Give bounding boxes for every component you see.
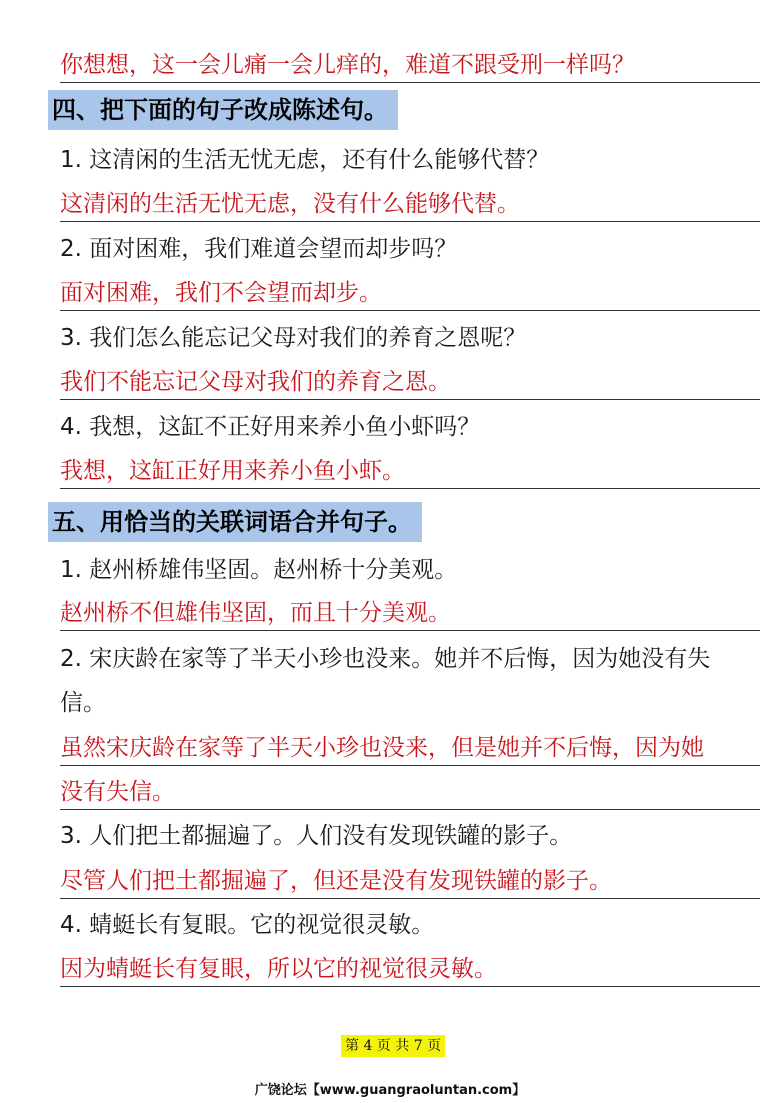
section-heading: 五、用恰当的关联词语合并句子。 xyxy=(48,502,422,542)
answer-line: 虽然宋庆龄在家等了半天小珍也没来，但是她并不后悔，因为她 xyxy=(60,733,760,766)
answer-line: 面对困难，我们不会望而却步。 xyxy=(60,278,760,311)
question-line: 4. 我想，这缸不正好用来养小鱼小虾吗？ xyxy=(60,414,481,440)
question-line: 4. 蜻蜓长有复眼。它的视觉很灵敏。 xyxy=(60,912,435,938)
question-line: 3. 人们把土都掘遍了。人们没有发现铁罐的影子。 xyxy=(60,823,573,849)
page-number: 第 4 页 共 7 页 xyxy=(341,1035,445,1057)
section-heading: 四、把下面的句子改成陈述句。 xyxy=(48,90,398,130)
answer-line: 我想，这缸正好用来养小鱼小虾。 xyxy=(60,456,760,489)
question-line: 1. 这清闲的生活无忧无虑，还有什么能够代替？ xyxy=(60,147,550,173)
question-line: 2. 宋庆龄在家等了半天小珍也没来。她并不后悔，因为她没有失 xyxy=(60,646,711,672)
question-line: 3. 我们怎么能忘记父母对我们的养育之恩呢？ xyxy=(60,325,527,351)
footer-text: 广饶论坛【www.guangraoluntan.com】 xyxy=(254,1083,526,1098)
answer-line: 赵州桥不但雄伟坚固，而且十分美观。 xyxy=(60,598,760,631)
answer-line: 这清闲的生活无忧无虑，没有什么能够代替。 xyxy=(60,189,760,222)
question-line: 信。 xyxy=(60,690,106,716)
answer-line: 我们不能忘记父母对我们的养育之恩。 xyxy=(60,367,760,400)
question-line: 2. 面对困难，我们难道会望而却步吗？ xyxy=(60,236,458,262)
answer-line: 因为蜻蜓长有复眼，所以它的视觉很灵敏。 xyxy=(60,954,760,987)
question-line: 1. 赵州桥雄伟坚固。赵州桥十分美观。 xyxy=(60,557,458,583)
answer-line: 尽管人们把土都掘遍了，但还是没有发现铁罐的影子。 xyxy=(60,866,760,899)
answer-line: 没有失信。 xyxy=(60,777,760,810)
answer-line: 你想想，这一会儿痛一会儿痒的，难道不跟受刑一样吗？ xyxy=(60,50,760,83)
